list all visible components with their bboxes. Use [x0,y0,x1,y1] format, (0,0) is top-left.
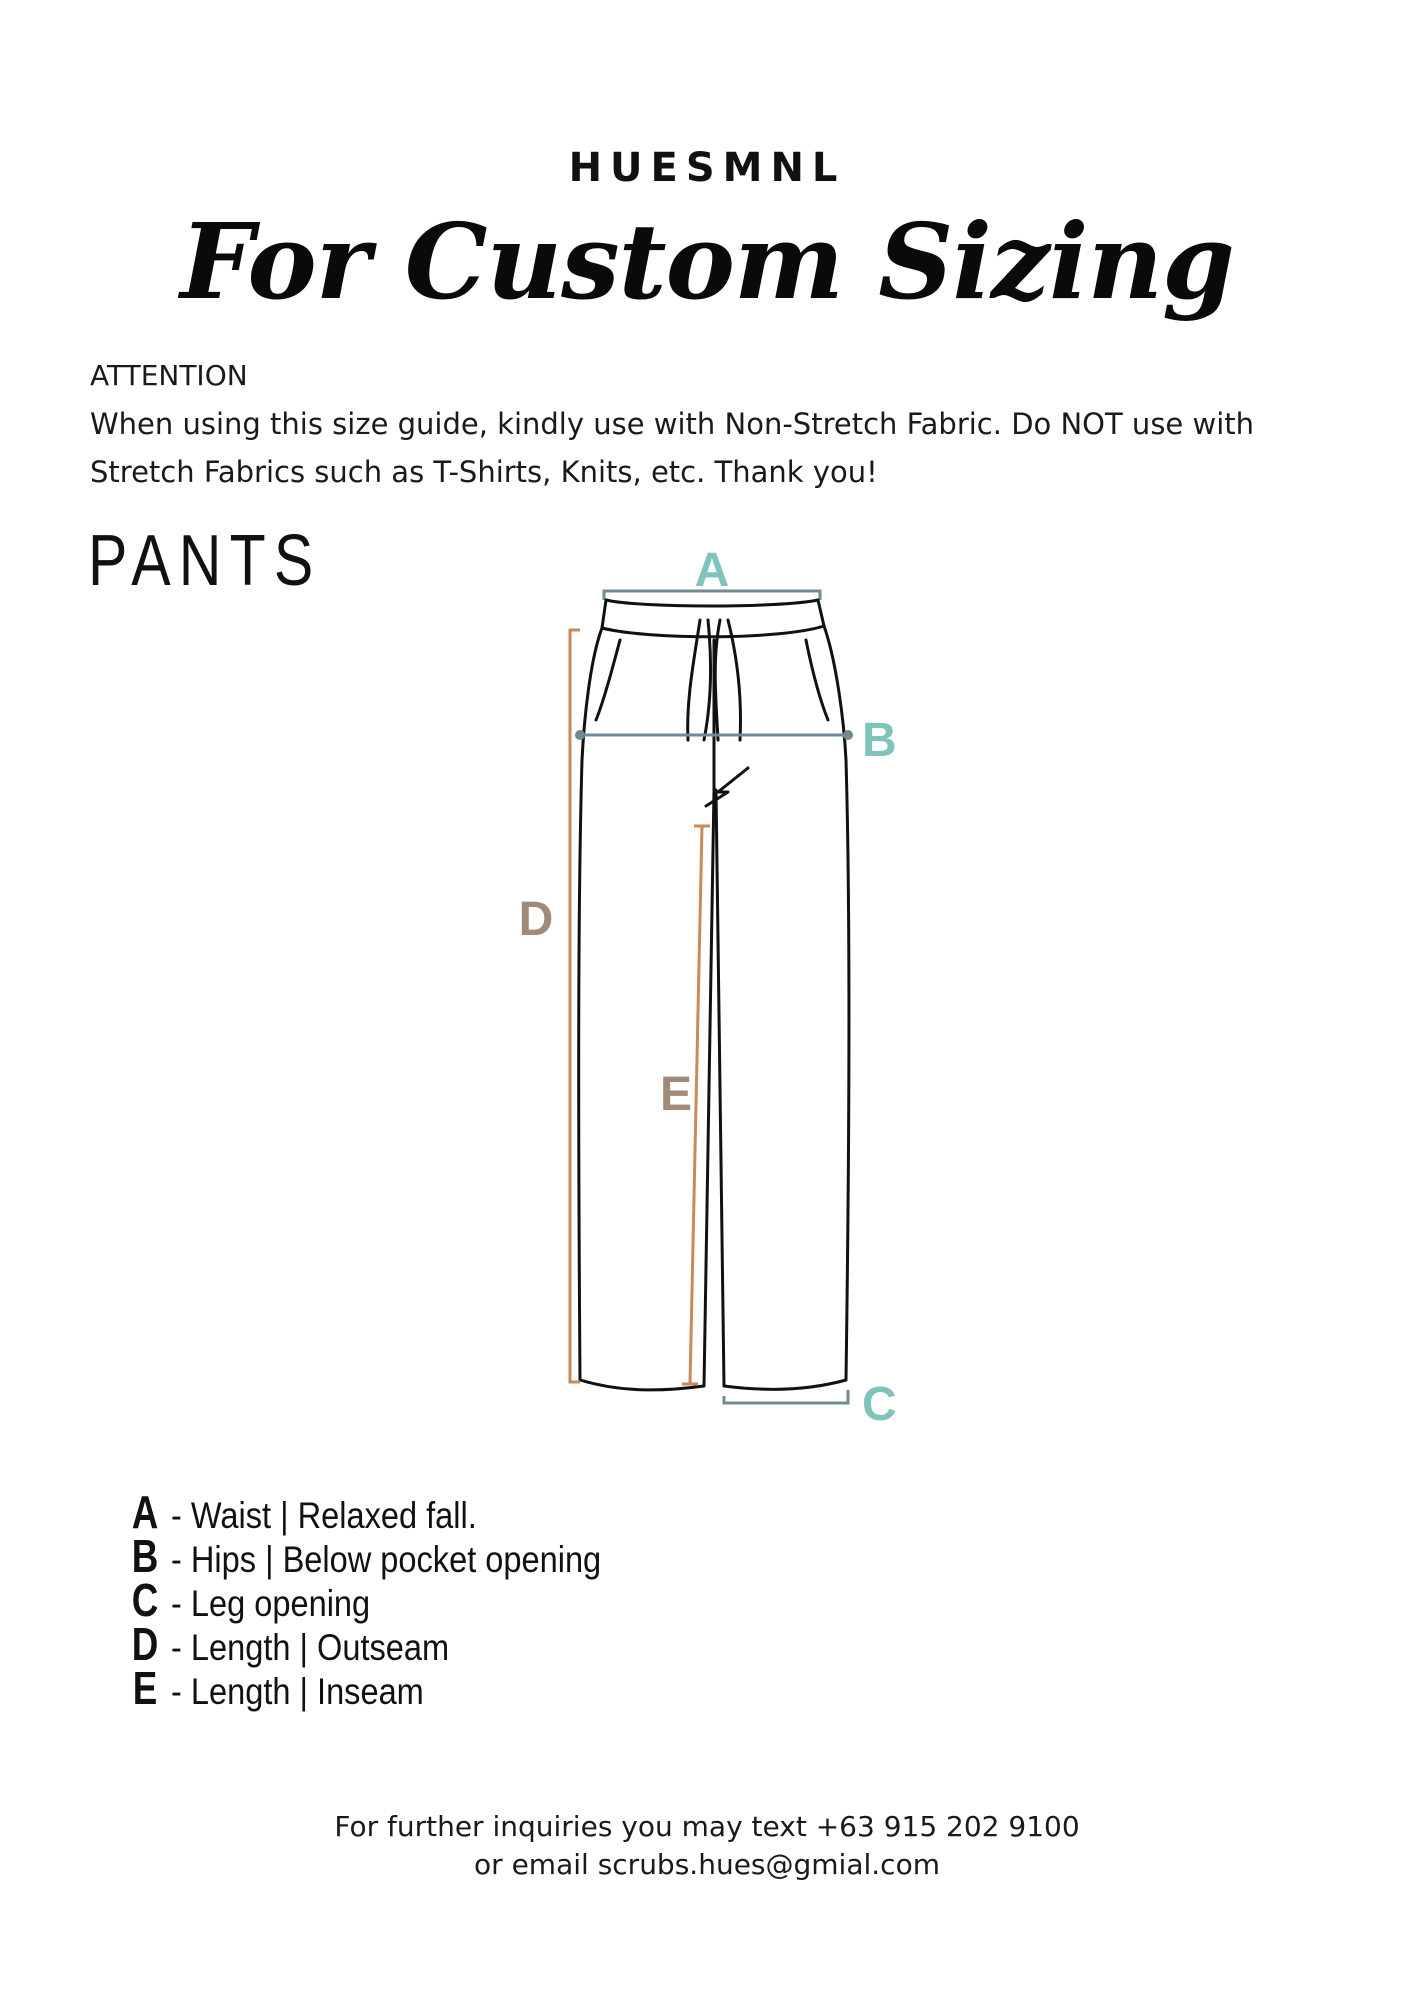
legend-text: - Leg opening [171,1583,371,1624]
leg-opening-measure-bracket [724,1390,848,1403]
measurement-legend [125,1485,660,1714]
label-c: C [862,1378,897,1431]
legend-letter: B [131,1530,159,1582]
label-e: E [659,1068,693,1121]
contact-phone-line: For further inquiries you may text +63 915 202 9100 [334,1810,1080,1843]
legend-text: - Waist | Relaxed fall. [171,1495,477,1536]
legend-letter: E [132,1662,158,1714]
contact-email-line: or email scrubs.hues@gmial.com [474,1848,940,1881]
legend-letter: A [131,1486,159,1538]
label-b: B [862,714,897,767]
attention-heading: ATTENTION [90,359,248,392]
legend-text: - Length | Inseam [171,1671,424,1712]
attention-body: When using this size guide, kindly use with Non-Stretch Fabric. Do NOT use with Stretch Fabrics such as T-Shirts, Knits, etc. Thank you! [90,407,1255,489]
label-d: D [518,893,554,946]
legend-letter: D [131,1618,159,1670]
legend-letter: C [131,1574,159,1626]
label-a: A [694,544,730,597]
section-title: PANTS [88,521,322,601]
legend-text: - Length | Outseam [171,1627,450,1668]
legend-text: - Hips | Below pocket opening [171,1539,602,1580]
contact-footer [0,1808,1414,1884]
legend-item [125,1485,660,1538]
page-title: For Custom Sizing [180,200,1234,323]
pants-outline [579,600,849,1390]
brand-name: HUESMNL [568,145,846,191]
